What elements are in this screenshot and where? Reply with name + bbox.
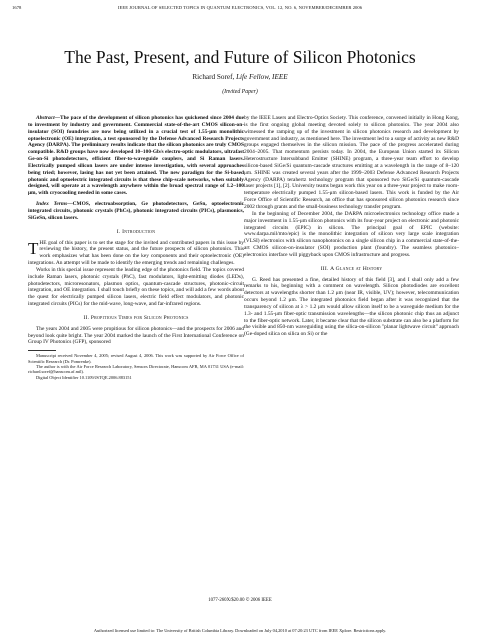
author-fellowship: Life Fellow, IEEE: [236, 73, 288, 81]
footnote-manuscript: Manuscript received November 4, 2005; revised August 4, 2006. This work was supported by Air Force Office of Scientific Research (Dr. Pomrenke).: [28, 353, 244, 364]
footnote-doi: Digital Object Identifier 10.1109/JSTQE.2006.883151: [36, 374, 132, 380]
right-column: [244, 115, 459, 338]
propitious-paragraph-1: The years 2004 and 2005 were propitious for silicon photonics—and the prospects for 2006 and beyond look quite bright. The year 2004 marked the launch of the First International Conference on Group IV Photonics (GFP), sponsored: [28, 325, 244, 346]
license-notice: Authorized licensed use limited to: The University of British Columbia Library. Downloaded on July 04,2010 at 07:20:23 UTC from IEEE Xplore. Restrictions apply.: [93, 628, 387, 633]
author-line: [0, 73, 480, 81]
intro-paragraph-2: Works in this special issue represent the leading edge of the photonics field. The topics covered include Raman lasers, photonic crystals (PhC), fast modulators, light-emitting diodes (LEDs), photodetectors, microresonators, plasmon optics, quantum-cascade structures, photonic-circuit integration, and OE integration. I shall touch briefly on these topics, and will add a few words about the quest for electrically pumped silicon lasers, electric field effect modulators, and photonic integrated circuits (PICs) for the mid-wave, long-wave, and far-infrared regions.: [28, 266, 244, 308]
author-name: Richard Soref,: [192, 73, 235, 81]
abstract-label: Abstract—: [36, 115, 60, 121]
issn-copyright: 1077-260X/$20.00 © 2006 IEEE: [208, 598, 272, 603]
journal-name: IEEE JOURNAL OF SELECTED TOPICS IN QUANTUM ELECTRONICS, VOL. 12, NO. 6, NOVEMBER/DECEMBER 2006: [117, 5, 363, 10]
abstract-text: The pace of the development of silicon photonics has quickened since 2004 due to investment by industry and government. Commercial state-of-the-art CMOS silicon-on-insulator (SOI) foundries are now being utilized in a crucial test of 1.55-μm monolithic optoelectronic (OE) integration, a test sponsored by the Defense Advanced Research Projects Agency (DARPA). The preliminary results indicate that the silicon photonics are truly CMOS compatible. R&D groups have now developed 10–100-Gb/s electro-optic modulators, ultrafast Ge-on-Si photodetectors, efficient fiber-to-waveguide couplers, and Si Raman lasers. Electrically pumped silicon lasers are under intense investigation, with several approaches being tried; however, lasing has not yet been attained. The new paradigm for the Si-based photonic and optoelectric integrated circuits is that these chip-scale networks, when suitably designed, will operate at a wavelength anywhere within the broad spectral range of 1.2–100 μm, with cryocooling needed in some cases.: [28, 115, 244, 197]
footnote-rule: [28, 350, 56, 351]
right-paragraph-1: by the IEEE Lasers and Electro-Optics Society. This conference, convened initially in Hong Kong, is the first ongoing global meeting devoted solely to silicon photonics. The year 2004 also witnessed the ramping up of the investment in silicon photonics research and development by government and industry, as mentioned here. The investment led to a surge of activity as new R&D groups engaged themselves in the silicon mission. The pace of the progress accelerated during 2004–2005. That momentum persists today. In 2004, the European Union started its Silicon Heterostructure Intersubband Emitter (SHINE) program, a three-year team effort to develop silicon-based SiGe/Si quantum-cascade structures emitting at a wavelength in the range of 8–120 μm. SHINE was created several years after the 1999–2003 Defense Advanced Research Projects Agency (DARPA) terahertz technology program that sponsored two SiGe/Si quantum-cascade laser projects [1], [2]. University teams began work this year on a three-year project to make room-temperature electrically pumped 1.55-μm silicon-based lasers. This work is funded by the Air Force Office of Scientific Research, an office that has sponsored silicon photonics research since 2002 through grants and the small-business technology transfer program.: [244, 115, 459, 210]
page-number: 1678: [12, 5, 22, 10]
paper-title: The Past, Present, and Future of Silicon Photonics: [64, 47, 416, 67]
section-heading-history: III. A Glance at History: [320, 265, 383, 272]
history-paragraph-1: G. Reed has presented a fine, detailed history of this field [3], and I shall only add a few remarks to his, beginning with a comment on wavelength. Silicon photodiodes are excellent detectors at wavelengths shorter than 1.2 μm (near IR, visible, UV); however, telecommunication occurs beyond 1.2 μm. The integrated photonics field began after it was recognized that the transparency of silicon at λ > 1.2 μm would allow silicon itself to be a waveguide medium for the 1.3- and 1.55-μm fiber-optic transmission wavelengths—the silicon photonic chip thus an adjunct to the fiber-optic network. Later, it became clear that the silicon substrate can also be a platform for the visible and 850-nm waveguiding using the silica-on-silicon "planar lightwave circuit" approach (Ge-doped silica on silica on Si) or the: [244, 276, 459, 338]
abstract: [28, 115, 244, 197]
paper-type: (Invited Paper): [222, 89, 258, 95]
index-terms: [28, 201, 244, 222]
index-terms-label: Index Terms: [36, 201, 68, 208]
right-paragraph-2: In the beginning of December 2004, the DARPA microelectronics technology office made a major investment in 1.55-μm silicon photonics with its four-year project on electronic and photonic integrated circuits (EPIC) in silicon. The principal goal of EPIC (website: www.darpa.mil/mto/epic) is the monolithic integration of silicon very large scale integration (VLSI) electronics with silicon nanophotonics on a single silicon chip in a commercial state-of-the-art CMOS silicon-on-insulator (SOI) production plant (foundry). The seamless photonics–electronics interface will piggyback upon CMOS infrastructure and progress.: [244, 210, 459, 258]
footnote-author-affiliation: The author is with the Air Force Research Laboratory, Sensors Directorate, Hanscom AFB, MA 01731 USA (e-mail: richard.soref@hanscom.af.mil).: [28, 363, 244, 375]
index-terms-text: —CMOS, electroabsorption, Ge photodetectors, GeSn, optoelectronic integrated circuits, photonic crystals (PhCs), photonic integrated circuits (PICs), plasmonics, SiGeSn, silicon lasers.: [28, 201, 244, 221]
left-column: [28, 115, 244, 380]
section-heading-propitious: II. Propitious Times for Silicon Photonics: [83, 314, 189, 321]
section-heading-introduction: I. Introduction: [116, 228, 156, 235]
drop-cap: T: [28, 238, 39, 258]
intro-paragraph-1: THE goal of this paper is to set the stage for the invited and contributed papers in this issue by reviewing the history, the present status, and the future prospects of silicon photonics. This work emphasizes what has been done on the key components and their optoelectronic (OE) integrations. An attempt will be made to identify the emerging trends and remaining challenges.: [28, 238, 244, 267]
running-header: [12, 5, 468, 13]
